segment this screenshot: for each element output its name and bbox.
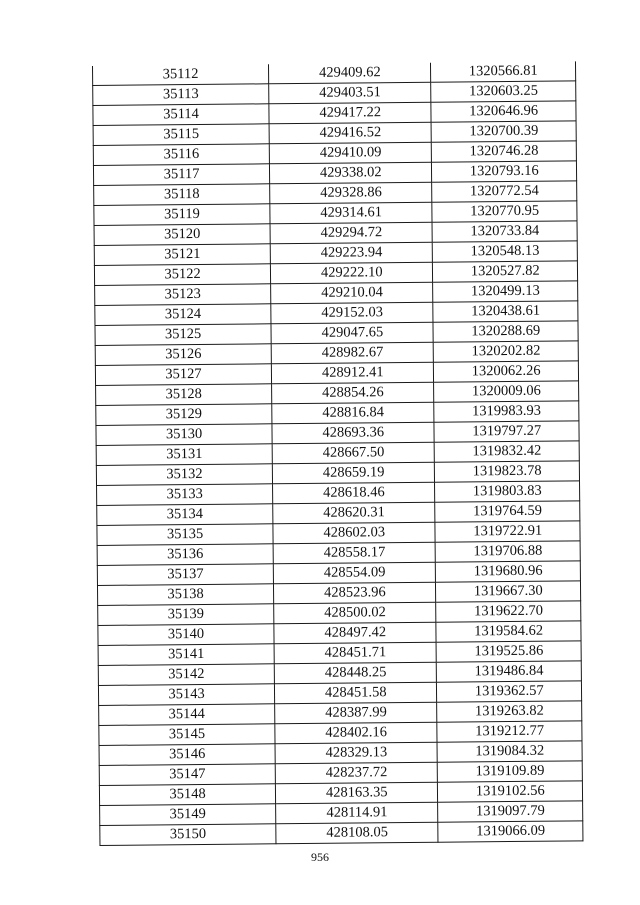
point-id-cell: 35140 bbox=[98, 624, 274, 646]
y-coordinate-cell: 1319486.84 bbox=[437, 661, 582, 682]
x-coordinate-cell: 429223.94 bbox=[270, 242, 433, 264]
x-coordinate-cell: 429047.65 bbox=[271, 322, 434, 344]
x-coordinate-cell: 428451.58 bbox=[275, 682, 438, 704]
y-coordinate-cell: 1319680.96 bbox=[436, 561, 581, 582]
point-id-cell: 35123 bbox=[95, 284, 271, 306]
x-coordinate-cell: 429210.04 bbox=[271, 282, 434, 304]
y-coordinate-cell: 1319525.86 bbox=[437, 641, 582, 662]
point-id-cell: 35132 bbox=[96, 464, 272, 486]
y-coordinate-cell: 1320062.26 bbox=[434, 361, 579, 382]
point-id-cell: 35147 bbox=[99, 764, 275, 786]
y-coordinate-cell: 1320527.82 bbox=[433, 261, 578, 282]
point-id-cell: 35112 bbox=[92, 64, 268, 85]
x-coordinate-cell: 428659.19 bbox=[272, 462, 435, 484]
x-coordinate-cell: 429222.10 bbox=[271, 262, 434, 284]
x-coordinate-cell: 428982.67 bbox=[271, 342, 434, 364]
y-coordinate-cell: 1320700.39 bbox=[432, 121, 577, 142]
x-coordinate-cell: 428912.41 bbox=[271, 362, 434, 384]
x-coordinate-cell: 429314.61 bbox=[270, 202, 433, 224]
point-id-cell: 35120 bbox=[94, 224, 270, 246]
x-coordinate-cell: 428451.71 bbox=[274, 642, 437, 664]
y-coordinate-cell: 1320746.28 bbox=[432, 141, 577, 162]
y-coordinate-cell: 1319764.59 bbox=[435, 501, 580, 522]
x-coordinate-cell: 428497.42 bbox=[274, 622, 437, 644]
x-coordinate-cell: 428108.05 bbox=[276, 822, 439, 844]
y-coordinate-cell: 1320646.96 bbox=[431, 101, 576, 122]
x-coordinate-cell: 428620.31 bbox=[273, 502, 436, 524]
y-coordinate-cell: 1320202.82 bbox=[434, 341, 579, 362]
point-id-cell: 35146 bbox=[99, 744, 275, 766]
point-id-cell: 35138 bbox=[97, 584, 273, 606]
x-coordinate-cell: 428602.03 bbox=[273, 522, 436, 544]
x-coordinate-cell: 429338.02 bbox=[270, 162, 433, 184]
point-id-cell: 35125 bbox=[95, 324, 271, 346]
point-id-cell: 35141 bbox=[98, 644, 274, 666]
x-coordinate-cell: 428402.16 bbox=[275, 722, 438, 744]
point-id-cell: 35130 bbox=[96, 424, 272, 446]
point-id-cell: 35145 bbox=[99, 724, 275, 746]
y-coordinate-cell: 1319622.70 bbox=[436, 601, 581, 622]
x-coordinate-cell: 428816.84 bbox=[272, 402, 435, 424]
point-id-cell: 35115 bbox=[93, 124, 269, 146]
x-coordinate-cell: 428854.26 bbox=[272, 382, 435, 404]
point-id-cell: 35121 bbox=[94, 244, 270, 266]
y-coordinate-cell: 1320770.95 bbox=[432, 201, 577, 222]
x-coordinate-cell: 428554.09 bbox=[273, 562, 436, 584]
x-coordinate-cell: 429294.72 bbox=[270, 222, 433, 244]
y-coordinate-cell: 1320548.13 bbox=[433, 241, 578, 262]
x-coordinate-cell: 429417.22 bbox=[269, 102, 432, 124]
x-coordinate-cell: 429403.51 bbox=[269, 82, 432, 104]
y-coordinate-cell: 1319066.09 bbox=[438, 821, 583, 842]
x-coordinate-cell: 428558.17 bbox=[273, 542, 436, 564]
point-id-cell: 35143 bbox=[98, 684, 274, 706]
point-id-cell: 35113 bbox=[93, 84, 269, 106]
y-coordinate-cell: 1319212.77 bbox=[437, 721, 582, 742]
x-coordinate-cell: 429410.09 bbox=[269, 142, 432, 164]
y-coordinate-cell: 1319797.27 bbox=[434, 421, 579, 442]
x-coordinate-cell: 428523.96 bbox=[274, 582, 437, 604]
x-coordinate-cell: 428237.72 bbox=[275, 762, 438, 784]
y-coordinate-cell: 1320288.69 bbox=[433, 321, 578, 342]
y-coordinate-cell: 1320499.13 bbox=[433, 281, 578, 302]
y-coordinate-cell: 1320438.61 bbox=[433, 301, 578, 322]
x-coordinate-cell: 428387.99 bbox=[275, 702, 438, 724]
y-coordinate-cell: 1319832.42 bbox=[435, 441, 580, 462]
y-coordinate-cell: 1320772.54 bbox=[432, 181, 577, 202]
point-id-cell: 35122 bbox=[94, 264, 270, 286]
y-coordinate-cell: 1319362.57 bbox=[437, 681, 582, 702]
y-coordinate-cell: 1319584.62 bbox=[436, 621, 581, 642]
point-id-cell: 35148 bbox=[99, 784, 275, 806]
y-coordinate-cell: 1320603.25 bbox=[431, 81, 576, 102]
coordinate-table-body bbox=[92, 61, 582, 845]
point-id-cell: 35136 bbox=[97, 544, 273, 566]
point-id-cell: 35142 bbox=[98, 664, 274, 686]
y-coordinate-cell: 1319102.56 bbox=[438, 781, 583, 802]
point-id-cell: 35127 bbox=[95, 364, 271, 386]
y-coordinate-cell: 1319823.78 bbox=[435, 461, 580, 482]
point-id-cell: 35119 bbox=[94, 204, 270, 226]
point-id-cell: 35128 bbox=[96, 384, 272, 406]
point-id-cell: 35129 bbox=[96, 404, 272, 426]
point-id-cell: 35133 bbox=[97, 484, 273, 506]
point-id-cell: 35114 bbox=[93, 104, 269, 126]
x-coordinate-cell: 428500.02 bbox=[274, 602, 437, 624]
point-id-cell: 35137 bbox=[97, 564, 273, 586]
point-id-cell: 35124 bbox=[95, 304, 271, 326]
y-coordinate-cell: 1319084.32 bbox=[437, 741, 582, 762]
y-coordinate-cell: 1319667.30 bbox=[436, 581, 581, 602]
point-id-cell: 35131 bbox=[96, 444, 272, 466]
point-id-cell: 35117 bbox=[93, 164, 269, 186]
y-coordinate-cell: 1319109.89 bbox=[438, 761, 583, 782]
coordinate-table bbox=[92, 61, 583, 846]
x-coordinate-cell: 428693.36 bbox=[272, 422, 435, 444]
point-id-cell: 35126 bbox=[95, 344, 271, 366]
point-id-cell: 35116 bbox=[93, 144, 269, 166]
x-coordinate-cell: 429416.52 bbox=[269, 122, 432, 144]
table-row bbox=[100, 821, 583, 846]
point-id-cell: 35134 bbox=[97, 504, 273, 526]
y-coordinate-cell: 1320793.16 bbox=[432, 161, 577, 182]
x-coordinate-cell: 429152.03 bbox=[271, 302, 434, 324]
x-coordinate-cell: 428329.13 bbox=[275, 742, 438, 764]
y-coordinate-cell: 1319803.83 bbox=[435, 481, 580, 502]
point-id-cell: 35144 bbox=[99, 704, 275, 726]
x-coordinate-cell: 428448.25 bbox=[274, 662, 437, 684]
y-coordinate-cell: 1319722.91 bbox=[435, 521, 580, 542]
page-number: 956 bbox=[311, 850, 329, 864]
y-coordinate-cell: 1320009.06 bbox=[434, 381, 579, 402]
x-coordinate-cell: 428163.35 bbox=[276, 782, 439, 804]
y-coordinate-cell: 1319706.88 bbox=[436, 541, 581, 562]
point-id-cell: 35149 bbox=[100, 804, 276, 826]
y-coordinate-cell: 1320733.84 bbox=[432, 221, 577, 242]
x-coordinate-cell: 428667.50 bbox=[272, 442, 435, 464]
point-id-cell: 35150 bbox=[100, 824, 276, 846]
x-coordinate-cell: 428618.46 bbox=[273, 482, 436, 504]
x-coordinate-cell: 429328.86 bbox=[270, 182, 433, 204]
y-coordinate-cell: 1320566.81 bbox=[431, 61, 576, 82]
y-coordinate-cell: 1319983.93 bbox=[434, 401, 579, 422]
y-coordinate-cell: 1319263.82 bbox=[437, 701, 582, 722]
y-coordinate-cell: 1319097.79 bbox=[438, 801, 583, 822]
point-id-cell: 35139 bbox=[98, 604, 274, 626]
point-id-cell: 35118 bbox=[94, 184, 270, 206]
x-coordinate-cell: 429409.62 bbox=[269, 63, 432, 84]
x-coordinate-cell: 428114.91 bbox=[276, 802, 439, 824]
point-id-cell: 35135 bbox=[97, 524, 273, 546]
